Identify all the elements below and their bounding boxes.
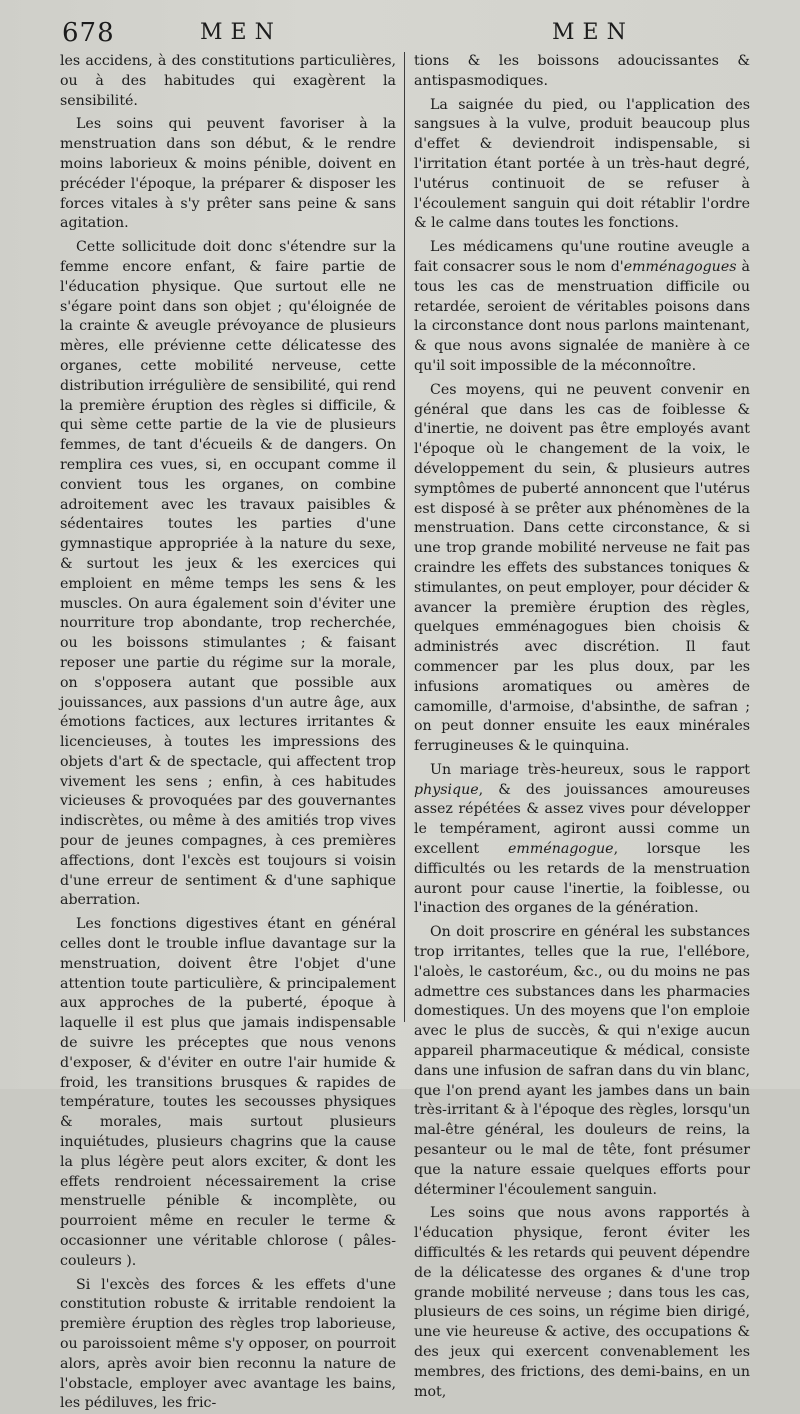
left-column xyxy=(60,52,396,1412)
text-columns xyxy=(60,52,751,1412)
paragraph: La saignée du pied, ou l'application des sangsues à la vulve, produit beaucoup plus d'effet & deviendroit indispensable, si l'irritation étant portée à un très-haut degré, l'utérus continuoit de se refuser à l'écoulement sanguin qui doit rétablir l'ordre & le calme dans toutes les fonctions. xyxy=(414,96,750,232)
paragraph: les accidens, à des constitutions particulières, ou à des habitudes qui exagèrent la sensibilité. xyxy=(60,53,396,109)
text-run: Les médicamens qu'une routine aveugle a fait consacrer sous le nom d' xyxy=(414,239,750,275)
paragraph: Les soins que nous avons rapportés à l'éducation physique, feront éviter les difficultés & les retards qui peuvent dépendre de la délicatesse des organes & d'une trop grande mobilité nerveuse ; dans tous les cas, plusieurs de ces soins, un régime bien dirigé, une vie heureuse & active, des occupations & des jeux qui exercent convenablement les membres, des frictions, des demi-bains, en un mot, xyxy=(414,1205,750,1400)
paragraph: tions & les boissons adoucissantes & antispasmodiques. xyxy=(414,53,750,89)
page-number: 678 xyxy=(62,18,115,48)
column-divider xyxy=(404,52,405,1022)
text-run: Un mariage très-heureux, sous le rapport xyxy=(430,761,750,778)
italic-term: emménagogue xyxy=(508,841,614,858)
paragraph: Ces moyens, qui ne peuvent convenir en général que dans les cas de foiblesse & d'inertie, ne doivent pas être employés avant l'époque où le changement de la voix, le développement du sein, & plusieurs autres symptômes de puberté annoncent que l'utérus est disposé à se prêter aux phénomènes de la menstruation. Dans cette circonstance, & si une trop grande mobilité nerveuse ne fait pas craindre les effets des substances toniques & stimulantes, on peut employer, pour décider & avancer la première éruption des règles, quelques emménagogues bien choisis & administrés avec discrétion. Il faut commencer par les plus doux, par les infusions aromatiques ou amères de camomille, d'armoise, d'absinthe, de safran ; on peut donner ensuite les eaux minérales ferrugineuses & le quinquina. xyxy=(414,381,750,755)
italic-term: emménagogues xyxy=(623,258,737,275)
paragraph: Les soins qui peuvent favoriser à la menstruation dans son début, & le rendre moins laborieux & moins pénible, doivent en précéder l'époque, la préparer & disposer les forces vitales à s'y prêter sans peine & sans agitation. xyxy=(60,116,396,232)
page-header xyxy=(0,18,800,52)
running-head-right: MEN xyxy=(552,20,634,45)
running-head-left: MEN xyxy=(200,20,282,45)
paragraph: On doit proscrire en général les substances trop irritantes, telles que la rue, l'ellébore, l'aloès, le castoréum, &c., ou du moins ne pas admettre ces substances dans les pharmacies domestiques. Un des moyens que l'on emploie avec le plus de succès, & qui n'exige aucun appareil pharmaceutique & médical, consiste dans une infusion de safran dans du vin blanc, que l'on prend ayant les jambes dans un bain très-irritant & à l'époque des règles, lorsqu'un mal-être général, les douleurs de reins, la pesanteur ou le mal de tête, font présumer que la nature essaie quelques efforts pour déterminer l'écoulement sanguin. xyxy=(414,924,750,1198)
paragraph: Cette sollicitude doit donc s'étendre sur la femme encore enfant, & faire partie de l'éducation physique. Que surtout elle ne s'égare point dans son objet ; qu'éloignée de la crainte & aveugle prévoyance de plusieurs mères, elle prévienne cette délicatesse des organes, cette mobilité nerveuse, cette distribution irrégulière de sensibilité, qui rend la première éruption des règles si difficile, & qui sème cette partie de la vie de plusieurs femmes, de tant d'écueils & de dangers. On remplira ces vues, si, en occupant comme il convient tous les organes, on combine adroitement avec les travaux paisibles & sédentaires toutes les parties d'une gymnastique appropriée à la nature du sexe, & surtout les jeux & les exercices qui emploient en même temps les sens & les muscles. On aura également soin d'éviter une nourriture trop abondante, trop recherchée, ou les boissons stimulantes ; & faisant reposer une partie du régime sur la morale, on s'opposera autant que possible aux jouissances, aux passions d'un autre âge, aux émotions factices, aux lectures irritantes & licencieuses, à toutes les impressions des objets d'art & de spectacle, qui affectent trop vivement les sens ; enfin, à ces habitudes vicieuses & provoquées par des gouvernantes indiscrètes, ou même à des amitiés trop vives pour de jeunes compagnes, à ces premières affections, dont l'excès est toujours si voisin d'une erreur de sentiment & d'une saphique aberration. xyxy=(60,239,396,909)
text-run: , & des jouissances amoureuses assez répétées & assez vives pour développer le tempérament, agiront aussi comme un excellent xyxy=(414,781,750,858)
right-column xyxy=(414,52,751,1400)
text-run: , lorsque les difficultés ou les retards de la menstruation auront pour cause l'inertie, la foiblesse, ou l'inaction des organes de la génération. xyxy=(414,841,750,917)
paragraph: Les fonctions digestives étant en général celles dont le trouble influe davantage sur la menstruation, doivent être l'objet d'une attention toute particulière, & principalement aux approches de la puberté, époque à laquelle il est plus que jamais indispensable de suivre les préceptes que nous venons d'exposer, & d'éviter en outre l'air humide & froid, les transitions brusques & rapides de température, toutes les secousses physiques & morales, mais surtout plusieurs inquiétudes, plusieurs chagrins que la cause la plus légère peut alors exciter, & dont les effets rendroient nécessairement la crise menstruelle pénible & incomplète, ou pourroient même en reculer le terme & occasionner une véritable chlorose ( pâles-couleurs ). xyxy=(60,916,396,1269)
paragraph xyxy=(414,238,750,377)
italic-term: physique xyxy=(414,781,479,798)
text-run: à tous les cas de menstruation difficile ou retardée, seroient de véritables poisons dans la circonstance dont nous parlons maintenant, & que nous avons signalée de manière à ce qu'il soit impossible de la méconnoître. xyxy=(414,258,751,374)
paragraph: Si l'excès des forces & les effets d'une constitution robuste & irritable rendoient la première éruption des règles trop laborieuse, ou paroissoient même s'y opposer, on pourroit alors, après avoir bien reconnu la nature de l'obstacle, employer avec avantage les bains, les pédiluves, les fric- xyxy=(60,1276,396,1412)
paragraph xyxy=(414,761,750,919)
